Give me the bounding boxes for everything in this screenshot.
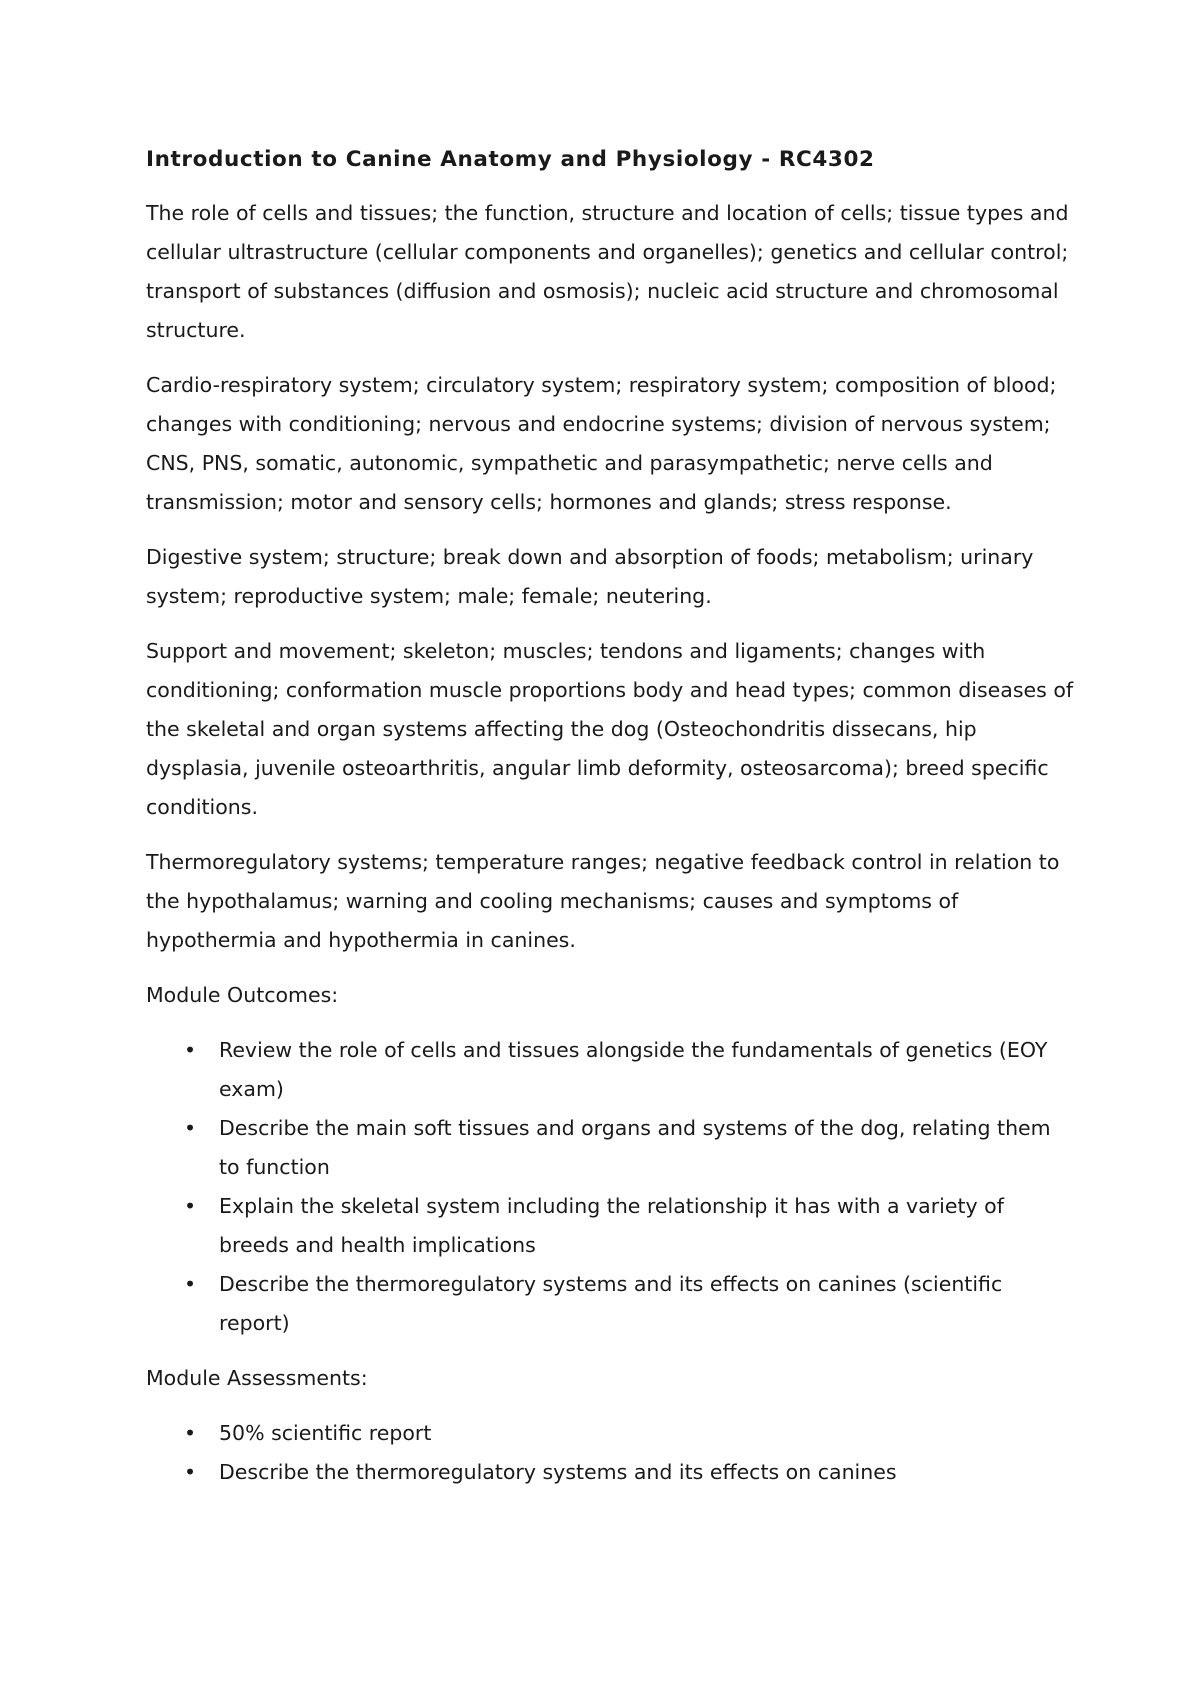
document-title: Introduction to Canine Anatomy and Physiology - RC4302 (146, 147, 875, 172)
list-item (146, 1414, 1076, 1453)
paragraph-thermoregulatory: Thermoregulatory systems; temperature ranges; negative feedback control in relation to the hypothalamus; warning and cooling mechanisms; causes and symptoms of hypothermia and hypothermia in canines. (146, 850, 1060, 952)
list-item (146, 1187, 1076, 1265)
list-item-text: Describe the thermoregulatory systems and its effects on canines (scientific report) (219, 1272, 1003, 1335)
list-item-text: 50% scientific report (219, 1421, 432, 1445)
bullet-icon: • (184, 1038, 197, 1062)
list-item-text: Review the role of cells and tissues alongside the fundamentals of genetics (EOY exam) (219, 1038, 1048, 1101)
bullet-icon: • (184, 1116, 197, 1140)
outcomes-list (146, 1031, 1076, 1343)
paragraph-cells-tissues: The role of cells and tissues; the function, structure and location of cells; tissue types and cellular ultrastructure (cellular components and organelles); genetics and cellular control; transport of substances (diffusion and osmosis); nucleic acid structure and chromosomal structure. (146, 201, 1069, 342)
paragraph-cardio-respiratory: Cardio-respiratory system; circulatory system; respiratory system; composition of blood; changes with conditioning; nervous and endocrine systems; division of nervous system; CNS, PNS, somatic, autonomic, sympathetic and parasympathetic; nerve cells and transmission; motor and sensory cells; hormones and glands; stress response. (146, 373, 1057, 514)
list-item (146, 1265, 1076, 1343)
document-page (146, 140, 1076, 1508)
paragraph-digestive: Digestive system; structure; break down and absorption of foods; metabolism; urinary system; reproductive system; male; female; neutering. (146, 545, 1034, 608)
bullet-icon: • (184, 1194, 197, 1218)
outcomes-heading: Module Outcomes: (146, 983, 339, 1007)
bullet-icon: • (184, 1421, 197, 1445)
list-item (146, 1453, 1076, 1492)
list-item-text: Describe the thermoregulatory systems and its effects on canines (219, 1460, 897, 1484)
list-item-text: Describe the main soft tissues and organs and systems of the dog, relating them to function (219, 1116, 1051, 1179)
bullet-icon: • (184, 1272, 197, 1296)
assessments-heading: Module Assessments: (146, 1366, 368, 1390)
assessments-list (146, 1414, 1076, 1492)
paragraph-support-movement: Support and movement; skeleton; muscles; tendons and ligaments; changes with conditioning; conformation muscle proportions body and head types; common diseases of the skeletal and organ systems affecting the dog (Osteochondritis dissecans, hip dysplasia, juvenile osteoarthritis, angular limb deformity, osteosarcoma); breed specific conditions. (146, 639, 1074, 819)
list-item (146, 1109, 1076, 1187)
bullet-icon: • (184, 1460, 197, 1484)
list-item (146, 1031, 1076, 1109)
list-item-text: Explain the skeletal system including the relationship it has with a variety of breeds and health implications (219, 1194, 1004, 1257)
